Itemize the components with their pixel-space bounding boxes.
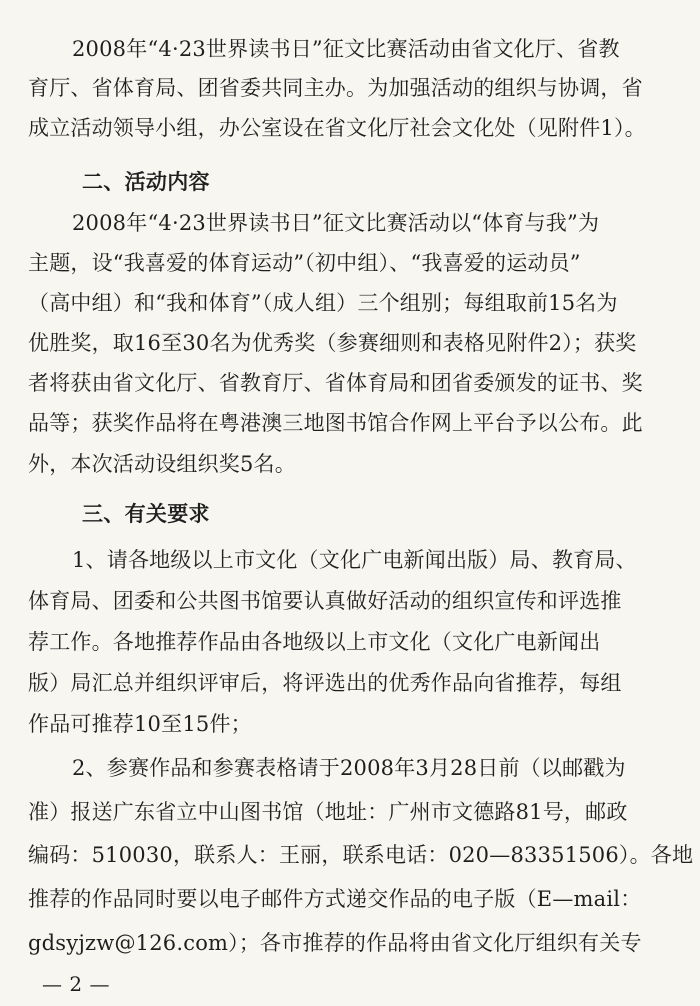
paragraph-line: 推荐的作品同时要以电子邮件方式递交作品的电子版（E—mail： [28, 887, 642, 911]
paragraph-line: 者将获由省文化厅、省教育厅、省体育局和团省委颁发的证书、奖 [28, 371, 643, 395]
paragraph-line: 2008年“4·23世界读书日”征文比赛活动以“体育与我”为 [72, 211, 600, 235]
paragraph-line: 体育局、团委和公共图书馆要认真做好活动的组织宣传和评选推 [28, 589, 622, 613]
paragraph-line: 编码：510030，联系人：王丽，联系电话：020—83351506）。各地 [28, 843, 694, 867]
paragraph-line: 育厅、省体育局、团省委共同主办。为加强活动的组织与协调，省 [28, 76, 643, 100]
paragraph-line: 外，本次活动设组织奖5名。 [28, 452, 296, 476]
paragraph-line: 主题，设“我喜爱的体育运动”（初中组）、“我喜爱的运动员” [28, 251, 581, 275]
section-heading: 二、活动内容 [82, 169, 210, 194]
paragraph-line: 优胜奖，取16至30名为优秀奖（参赛细则和表格见附件2）；获奖 [28, 331, 637, 355]
paragraph-line: （高中组）和“我和体育”（成人组）三个组别；每组取前15名为 [28, 291, 618, 315]
paragraph-line: 版）局汇总并组织评审后，将评选出的优秀作品向省推荐，每组 [28, 671, 622, 695]
page-number: — 2 — [42, 972, 110, 996]
section-heading: 三、有关要求 [82, 501, 210, 526]
paragraph-line: 成立活动领导小组，办公室设在省文化厅社会文化处（见附件1）。 [28, 116, 646, 140]
paragraph-line: gdsyjzw@126.com）；各市推荐的作品将由省文化厅组织有关专 [28, 931, 642, 955]
paragraph-line: 作品可推荐10至15件； [28, 712, 252, 736]
paragraph-line: 2008年“4·23世界读书日”征文比赛活动由省文化厅、省教 [72, 37, 620, 61]
paragraph-line: 1、请各地级以上市文化（文化广电新闻出版）局、教育局、 [72, 548, 637, 572]
paragraph-line: 品等；获奖作品将在粤港澳三地图书馆合作网上平台予以公布。此 [28, 411, 643, 435]
paragraph-line: 2、参赛作品和参赛表格请于2008年3月28日前（以邮戳为 [72, 756, 626, 780]
paragraph-line: 准）报送广东省立中山图书馆（地址：广州市文德路81号，邮政 [28, 800, 628, 824]
paragraph-line: 荐工作。各地推荐作品由各地级以上市文化（文化广电新闻出 [28, 630, 601, 654]
